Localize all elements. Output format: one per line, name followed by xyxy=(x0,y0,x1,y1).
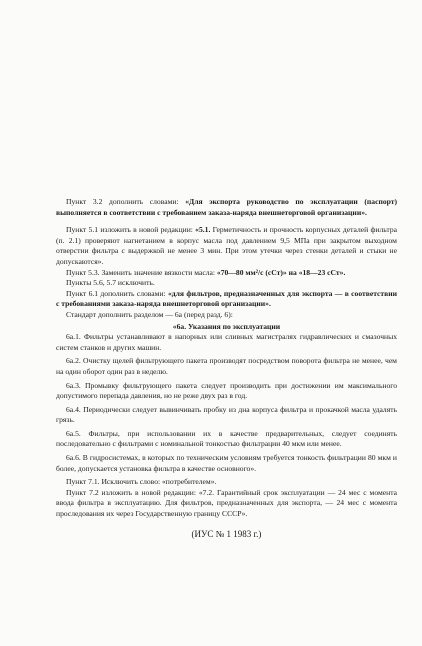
paragraph-bold-text: «Для экспорта руководство по эксплуатации (паспорт) выполняется в соответствии с требованием заказа-наряда внешнеторговой организации». xyxy=(56,197,398,217)
paragraph-text: Пункты 5.6, 5.7 исключить. xyxy=(66,278,155,288)
paragraph-5-1 xyxy=(56,225,397,267)
paragraph-rest-text: Герметичность и прочность корпусных деталей фильтра (п. 2.1) проверяют нагнетанием в корпус масла под давлением 9,5 МПа при закрытом выходном отверстии фильтра с выдержкой не менее 3 мин. При этом утечки через стенки деталей и стыки не допускаются». xyxy=(56,225,397,266)
paragraph-text: Пункт 3.2 дополнить словами: xyxy=(66,197,186,206)
paragraph-standard-addition xyxy=(56,310,397,321)
paragraph-bold-text: «70—80 мм²/с (сСт)» на «18—23 сСт». xyxy=(216,267,346,277)
paragraph-text: Пункт 6.1 дополнить словами: xyxy=(66,288,168,298)
paragraph-3-2 xyxy=(56,197,397,218)
paragraph-bold-text: «для фильтров, предназначенных для экспорта — в соответствии с требованиями заказа-наряда внешнеторговой организации». xyxy=(56,288,398,309)
section-paragraph-6a-3: 6а.3. Промывку фильтрующего пакета следует производить при достижении им максимального допустимого перепада давления, но не реже двух раз в год. xyxy=(56,380,397,401)
section-heading: «6а. Указания по эксплуатации xyxy=(172,321,281,331)
section-paragraph-6a-4: 6а.4. Периодически следует вывинчивать пробку из дна корпуса фильтра и прокачкой масла удалять грязь. xyxy=(56,404,397,425)
paragraph-bold-text: «5.1. xyxy=(195,225,211,235)
section-paragraph-6a-5: 6а.5. Фильтры, при использовании их в качестве предварительных, следует соединять последовательно с фильтрами с номинальной тонкостью фильтрации 40 мкм или менее. xyxy=(56,428,397,449)
section-paragraph-6a-1: 6а.1. Фильтры устанавливают в напорных или сливных магистралях гидравлических и смазочных систем станков и других машин. xyxy=(56,332,397,352)
document-body xyxy=(56,190,397,539)
paragraph-6-1 xyxy=(56,289,397,310)
paragraph-text: Пункт 5.3. Заменить значение вязкости масла: xyxy=(66,267,217,277)
paragraph-text: Стандарт дополнить разделом — 6а (перед разд. 6): xyxy=(66,309,233,319)
paragraph-5-3 xyxy=(56,268,397,279)
paragraph-7-1: Пункт 7.1. Исключить слово: «потребителем». xyxy=(66,477,217,487)
paragraph-text: Пункт 5.1 изложить в новой редакции: xyxy=(66,225,196,235)
paragraph-5-6 xyxy=(56,278,397,289)
section-paragraph-6a-6: 6а.6. В гидросистемах, в которых по техническим условиям требуется тонкость фильтрации 80 мкм и более, допускается установка фильтра в качестве основного». xyxy=(56,453,397,473)
section-paragraph-6a-2: 6а.2. Очистку щелей фильтрующего пакета производят посредством поворота фильтра не менее, чем на один оборот один раз в неделю. xyxy=(56,356,397,376)
publication-footer: (ИУС № 1 1983 г.) xyxy=(191,528,262,539)
paragraph-7-2: Пункт 7.2 изложить в новой редакции: «7.2. Гарантийный срок эксплуатации — 24 мес с момента ввода фильтра в эксплуатацию. Для фильтров, предназначенных для экспорта, — 24 мес с момента проследования их через Государственную границу СССР». xyxy=(56,487,397,519)
